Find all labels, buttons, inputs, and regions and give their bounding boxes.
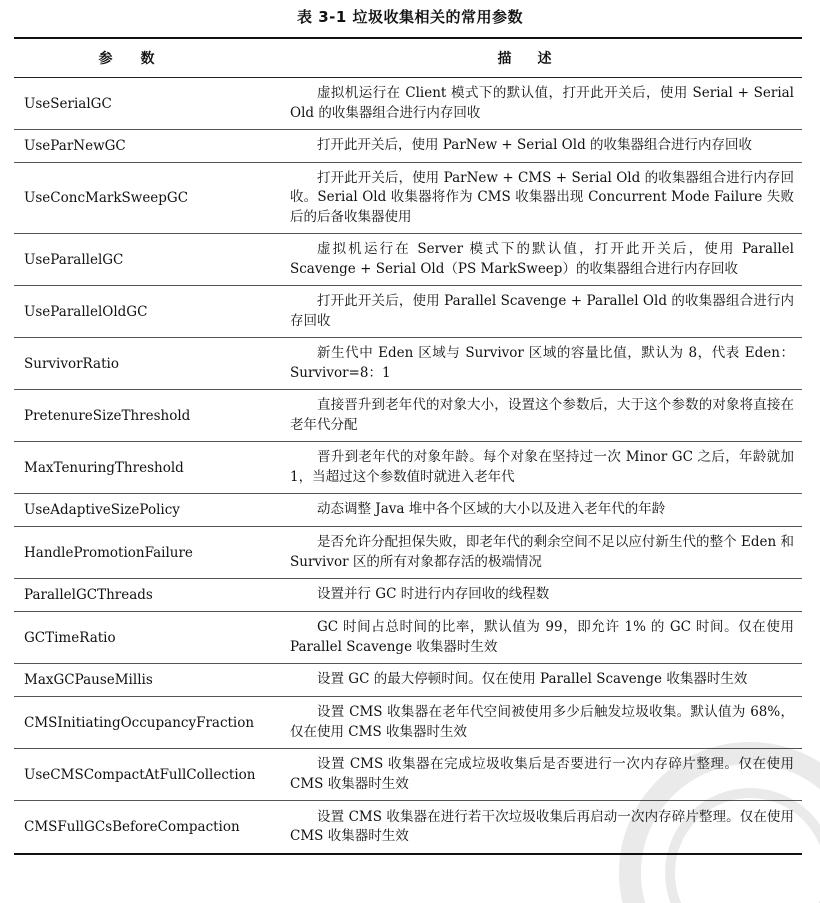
param-desc: 打开此开关后，使用 ParNew + Serial Old 的收集器组合进行内存回收 <box>317 137 753 154</box>
param-name: UseParNewGC <box>24 138 126 154</box>
table-row <box>14 579 802 612</box>
table-row <box>14 286 802 338</box>
param-name: MaxGCPauseMillis <box>24 672 153 688</box>
table-row <box>14 801 802 853</box>
param-desc: 是否允许分配担保失败，即老年代的剩余空间不足以应付新生代的整个 Eden 和 Survivor 区的所有对象都存活的极端情况 <box>290 534 794 570</box>
param-name: GCTimeRatio <box>24 629 116 646</box>
param-desc: 虚拟机运行在 Server 模式下的默认值，打开此开关后，使用 Parallel Scavenge + Serial Old（PS MarkSweep）的收集器组合进行内存回收 <box>290 241 794 277</box>
table-row <box>14 494 802 527</box>
table-row <box>14 163 802 234</box>
param-desc: 设置 CMS 收集器在完成垃圾收集后是否要进行一次内存碎片整理。仅在使用 CMS 收集器时生效 <box>290 756 794 792</box>
gc-params-table <box>14 37 802 855</box>
table-header <box>14 39 802 78</box>
param-desc: 设置 CMS 收集器在进行若干次垃圾收集后再启动一次内存碎片整理。仅在使用 CMS 收集器时生效 <box>290 808 794 844</box>
table-row <box>14 749 802 801</box>
param-name: UseCMSCompactAtFullCollection <box>24 766 256 783</box>
param-desc: 动态调整 Java 堆中各个区域的大小以及进入老年代的年龄 <box>317 501 666 518</box>
param-desc: GC 时间占总时间的比率，默认值为 99，即允许 1% 的 GC 时间。仅在使用 Parallel Scavenge 收集器时生效 <box>290 619 794 655</box>
param-desc: 设置 CMS 收集器在老年代空间被使用多少后触发垃圾收集。默认值为 68%，仅在使用 CMS 收集器时生效 <box>290 704 794 740</box>
param-name: UseParallelGC <box>24 251 124 268</box>
param-name: MaxTenuringThreshold <box>24 459 184 476</box>
header-desc: 描述 <box>497 51 578 67</box>
param-desc: 直接晋升到老年代的对象大小，设置这个参数后，大于这个参数的对象将直接在老年代分配 <box>290 397 794 433</box>
param-desc: 设置并行 GC 时进行内存回收的线程数 <box>317 586 550 603</box>
param-name: HandlePromotionFailure <box>24 544 193 561</box>
param-desc: 虚拟机运行在 Client 模式下的默认值，打开此开关后，使用 Serial + Serial Old 的收集器组合进行内存回收 <box>290 85 794 121</box>
param-name: UseConcMarkSweepGC <box>24 190 189 206</box>
table-row <box>14 612 802 664</box>
param-name: SurvivorRatio <box>24 355 119 372</box>
table-row <box>14 527 802 579</box>
param-desc: 晋升到老年代的对象年龄。每个对象在坚持过一次 Minor GC 之后，年龄就加 1，当超过这个参数值时就进入老年代 <box>290 449 794 485</box>
table-row <box>14 234 802 286</box>
table-row <box>14 442 802 494</box>
table-row <box>14 78 802 130</box>
param-desc: 设置 GC 的最大停顿时间。仅在使用 Parallel Scavenge 收集器时生效 <box>317 671 748 688</box>
param-name: PretenureSizeThreshold <box>24 407 191 424</box>
param-name: UseSerialGC <box>24 95 112 112</box>
param-name: UseParallelOldGC <box>24 303 148 320</box>
param-name: UseAdaptiveSizePolicy <box>24 502 180 518</box>
param-name: ParallelGCThreads <box>24 587 153 603</box>
param-name: CMSInitiatingOccupancyFraction <box>24 714 255 731</box>
param-desc: 打开此开关后，使用 ParNew + CMS + Serial Old 的收集器组合进行内存回收。Serial Old 收集器将作为 CMS 收集器出现 Concurrent Mode Failure 失败后的后备收集器使用 <box>290 169 794 225</box>
param-desc: 打开此开关后，使用 Parallel Scavenge + Parallel Old 的收集器组合进行内存回收 <box>290 293 794 329</box>
table-row <box>14 697 802 749</box>
header-param: 参数 <box>98 51 183 67</box>
param-desc: 新生代中 Eden 区域与 Survivor 区域的容量比值，默认为 8，代表 Eden：Survivor=8：1 <box>290 345 794 381</box>
table-row <box>14 390 802 442</box>
table-row <box>14 338 802 390</box>
param-name: CMSFullGCsBeforeCompaction <box>24 819 240 835</box>
table-caption: 表 3-1 垃圾收集相关的常用参数 <box>296 8 524 26</box>
table-row <box>14 130 802 163</box>
table-row <box>14 664 802 697</box>
